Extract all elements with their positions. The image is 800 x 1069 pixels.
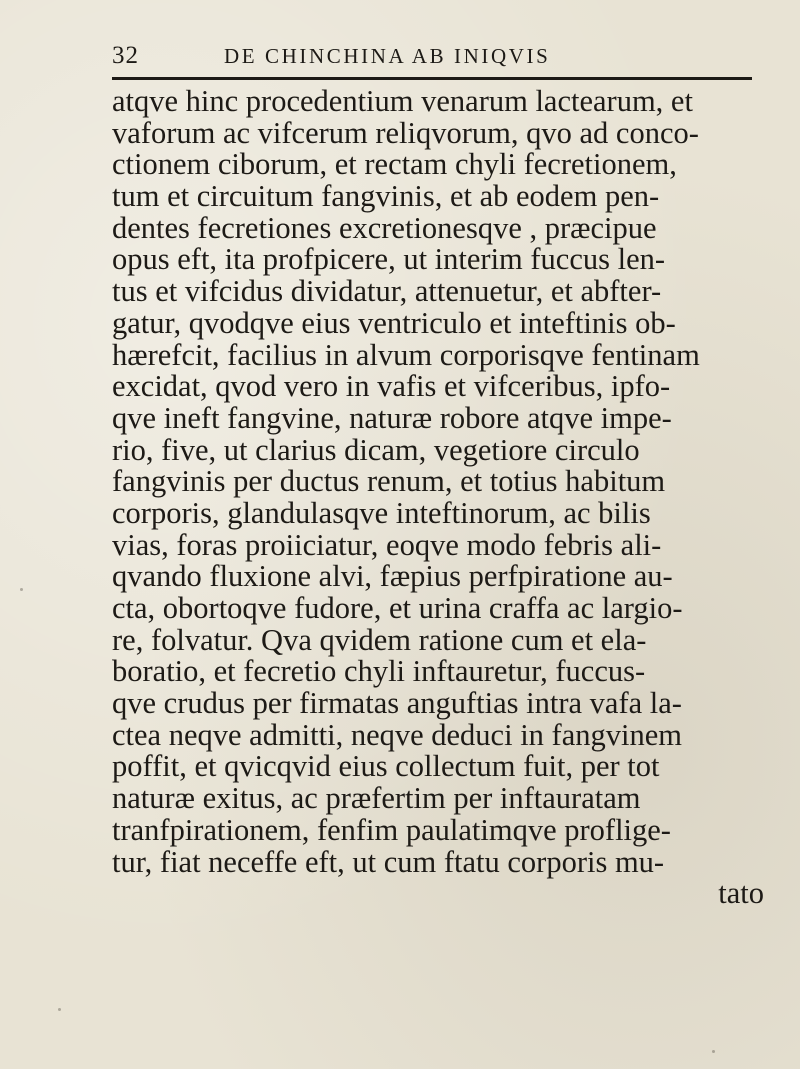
page-header [112,40,752,80]
text-line: boratio, et fecretio chyli inftauretur, fuccus- [112,654,646,689]
text-line: opus eft, ita profpicere, ut interim fuccus len- [112,242,666,277]
text-line: excidat, qvod vero in vafis et vifceribus, ipfo- [112,369,671,404]
text-line: poffit, et qvicqvid eius collectum fuit, per tot [112,749,660,784]
text-line: vias, foras proiiciatur, eoqve modo febris ali- [112,527,662,562]
paper-speck [712,1050,715,1053]
text-line: vaforum ac vifcerum reliqvorum, qvo ad conco- [112,115,699,150]
text-line: qve ineft fangvine, naturæ robore atqve impe- [112,400,672,435]
paper-speck [20,588,23,591]
text-line: tranfpirationem, fenfim paulatimqve proflige- [112,812,671,847]
text-line: ctionem ciborum, et rectam chyli fecretionem, [112,147,677,182]
text-line: fangvinis per ductus renum, et totius habitum [112,464,666,499]
text-line: gatur, qvodqve eius ventriculo et inteftinis ob- [112,305,676,340]
body-text [112,86,764,910]
catchword: tato [718,876,764,911]
text-line: qvando fluxione alvi, fæpius perfpiratione au- [112,559,673,594]
text-line: tum et circuitum fangvinis, et ab eodem pen- [112,179,660,214]
paper-speck [58,1008,61,1011]
header-rule [112,77,752,80]
text-line: qve crudus per firmatas anguftias intra vafa la- [112,686,682,721]
text-line: corporis, glandulasqve inteftinorum, ac bilis [112,495,651,530]
running-head: DE CHINCHINA AB INIQVIS [224,44,551,68]
text-line: hærefcit, facilius in alvum corporisqve fentinam [112,337,700,372]
text-line: tus et vifcidus dividatur, attenuetur, et abfter- [112,274,662,309]
text-line: atqve hinc procedentium venarum lactearum, et [112,84,693,118]
text-line: naturæ exitus, ac præfertim per inftauratam [112,781,641,816]
text-line: ctea neqve admitti, neqve deduci in fangvinem [112,717,682,752]
text-line: re, folvatur. Qva qvidem ratione cum et ela- [112,622,647,657]
text-line: dentes fecretiones excretionesqve , præcipue [112,210,657,245]
text-line: rio, five, ut clarius dicam, vegetiore circulo [112,432,640,467]
text-line: tur, fiat neceffe eft, ut cum ftatu corporis mu- [112,844,665,879]
text-line: cta, obortoqve fudore, et urina craffa ac largio- [112,591,683,625]
page-number: 32 [112,42,139,69]
